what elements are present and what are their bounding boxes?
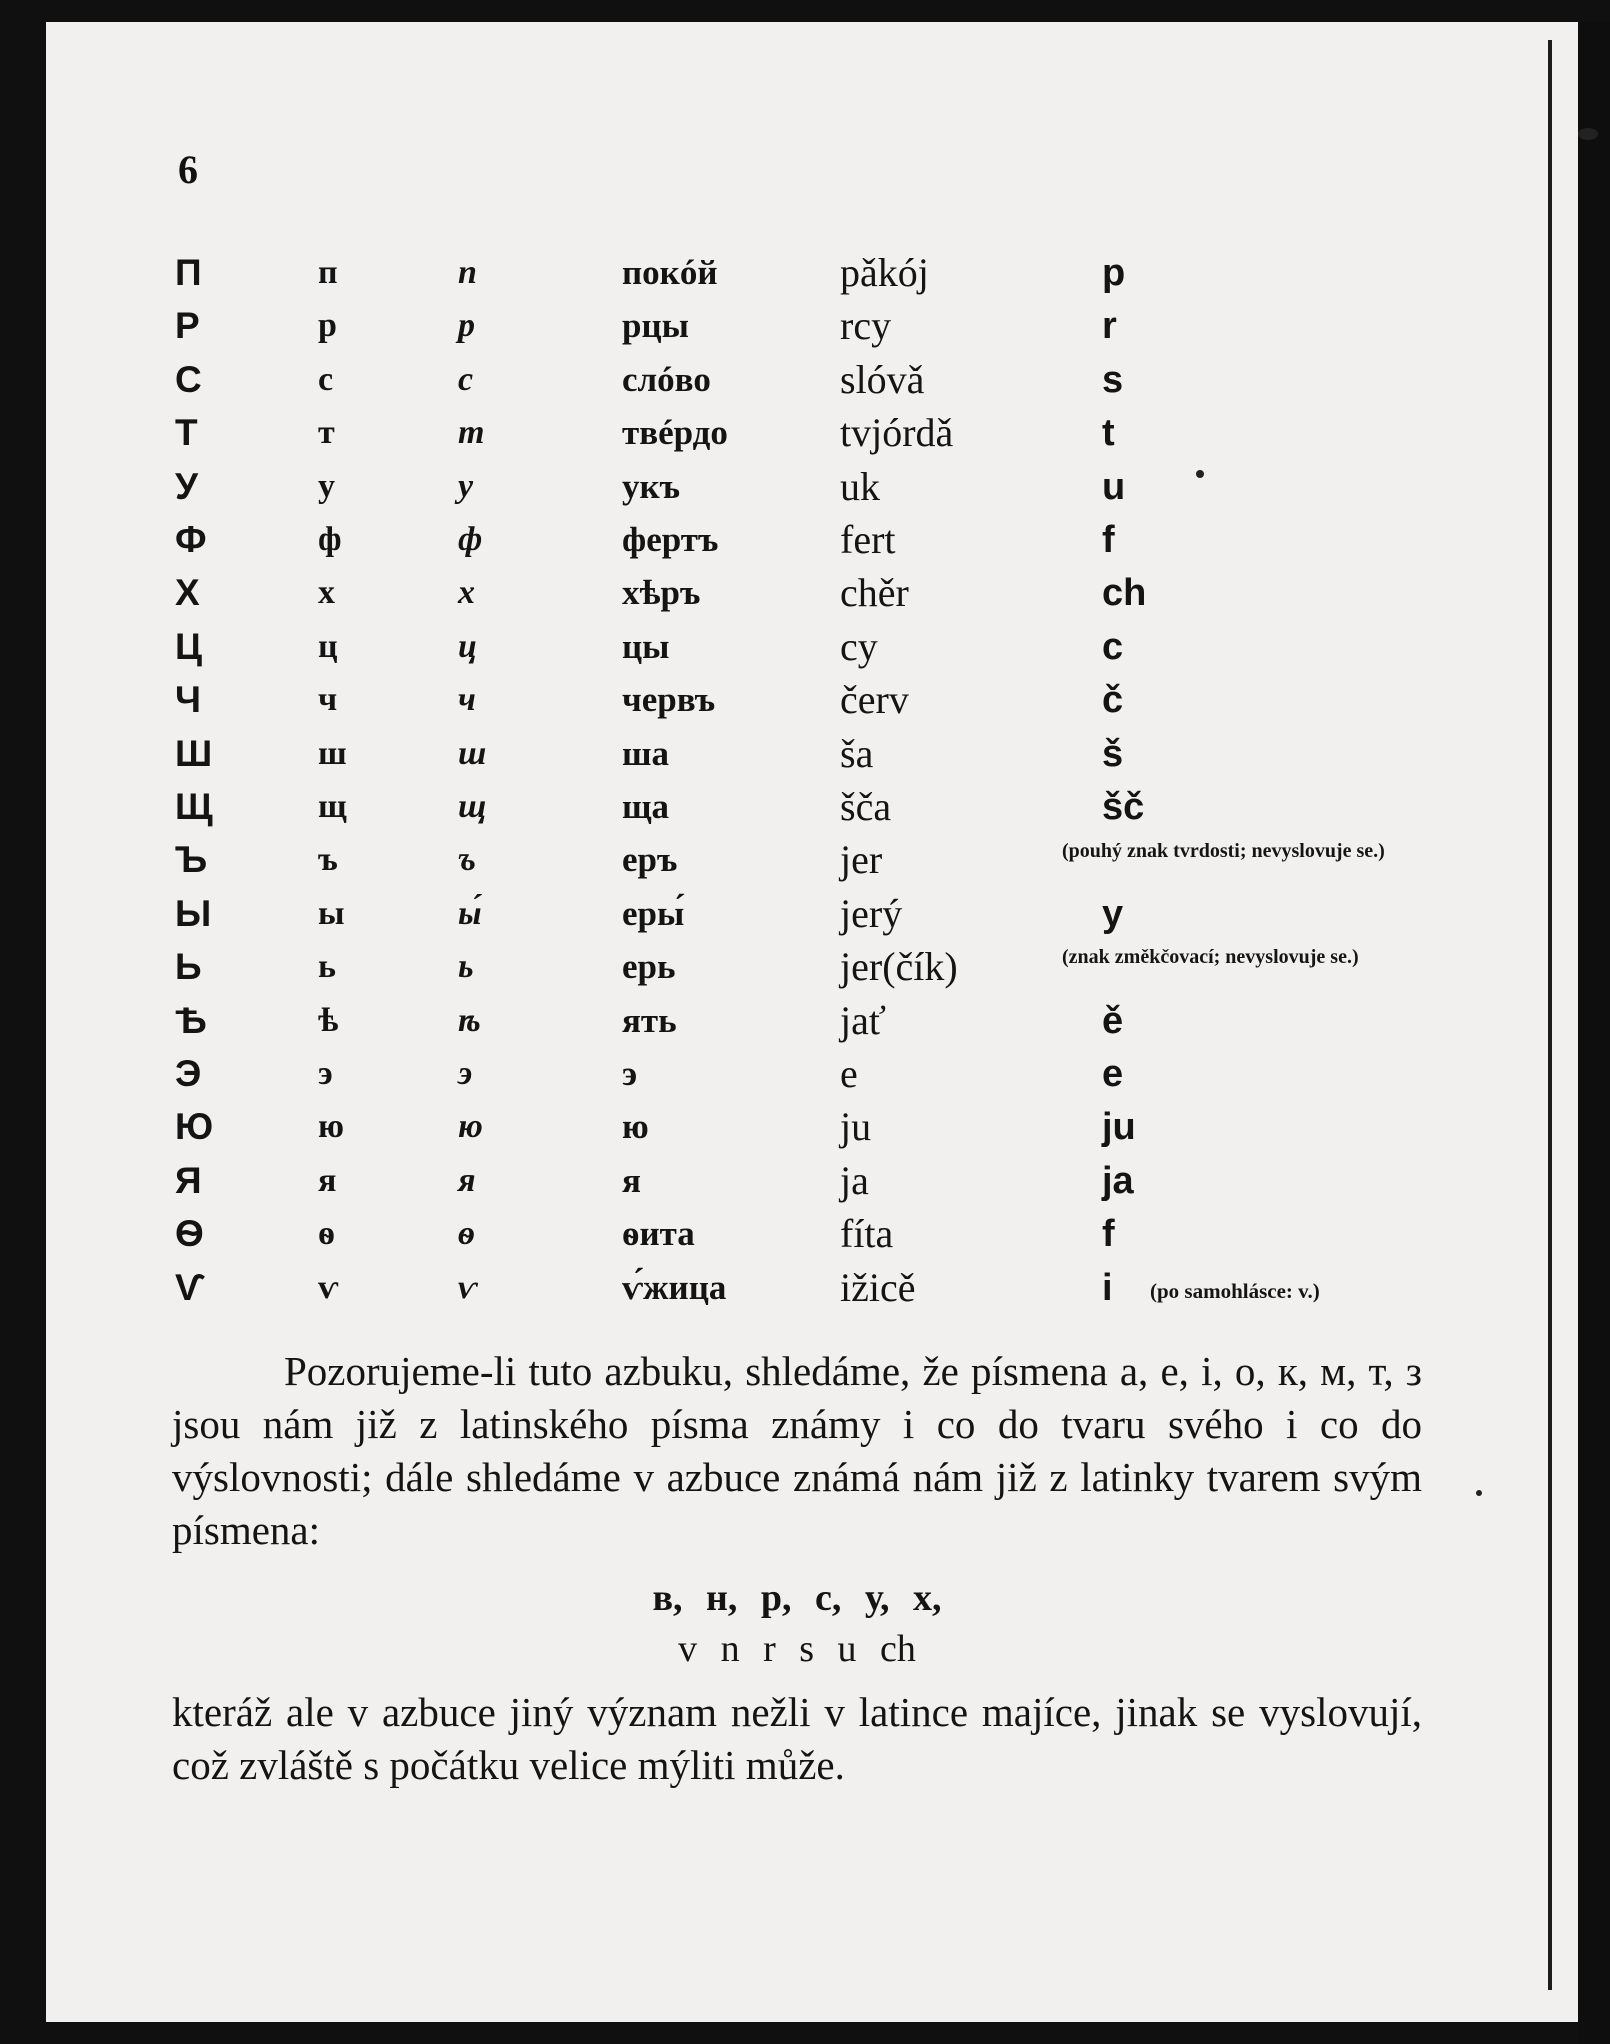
cyrillic-uppercase: Э bbox=[175, 1053, 202, 1094]
latin-equivalent: š bbox=[1102, 732, 1124, 775]
table-row bbox=[0, 1209, 1600, 1259]
transliteration: pǎkój bbox=[840, 250, 929, 295]
cyrillic-uppercase: С bbox=[175, 358, 202, 400]
cyrillic-italic: ш bbox=[458, 734, 487, 772]
transliteration: ša bbox=[840, 730, 874, 776]
transliteration: uk bbox=[840, 463, 880, 509]
cyrillic-uppercase: Ѳ bbox=[175, 1213, 204, 1255]
letter-name: еръ bbox=[622, 840, 678, 880]
latin-equivalent: c bbox=[1102, 625, 1124, 668]
letter-name: ерь bbox=[622, 947, 676, 987]
table-row bbox=[0, 1049, 1600, 1099]
cyrillic-lowercase: ы bbox=[318, 894, 345, 932]
transliteration: rcy bbox=[840, 303, 892, 349]
letter-name: слóво bbox=[622, 359, 711, 399]
cyrillic-italic: ы́ bbox=[458, 894, 482, 932]
cyrillic-lowercase: ь bbox=[318, 948, 336, 986]
transliteration: ižicě bbox=[840, 1264, 916, 1310]
letter-name: э bbox=[622, 1054, 638, 1093]
transliteration: tvjórdǎ bbox=[840, 410, 954, 456]
letter-name: покóй bbox=[622, 253, 718, 292]
cyrillic-lowercase: х bbox=[318, 574, 335, 612]
transliteration: červ bbox=[840, 677, 909, 723]
cyrillic-lowercase: я bbox=[318, 1161, 337, 1199]
table-row bbox=[0, 889, 1600, 939]
latin-equivalent: f bbox=[1102, 1213, 1115, 1256]
table-row bbox=[0, 782, 1600, 832]
cyrillic-uppercase: Х bbox=[175, 572, 200, 614]
scan-speck bbox=[1476, 1490, 1482, 1496]
transliteration: jať bbox=[840, 997, 886, 1043]
cyrillic-italic: р bbox=[458, 307, 475, 345]
cyrillic-lowercase: ф bbox=[318, 521, 342, 558]
transliteration: e bbox=[840, 1051, 858, 1096]
paragraph-warning: kteráž ale v azbuce jiný význam nežli v latince majíce, jinak se vyslovují, což zvláště s počátku velice mýliti může. bbox=[172, 1689, 1422, 1788]
cyrillic-italic: ъ bbox=[458, 841, 476, 879]
page-number: 6 bbox=[178, 147, 198, 192]
table-row bbox=[0, 462, 1600, 512]
cyrillic-italic: ч bbox=[458, 681, 476, 719]
cyrillic-lowercase: э bbox=[318, 1055, 333, 1092]
letter-name: ща bbox=[622, 787, 670, 826]
cyrillic-uppercase: Ц bbox=[175, 625, 203, 667]
cyrillic-italic: ѵ bbox=[458, 1268, 477, 1306]
cyrillic-uppercase: Ю bbox=[175, 1106, 214, 1148]
latin-equivalent: e bbox=[1102, 1053, 1124, 1095]
table-row bbox=[0, 1263, 1600, 1313]
table-row bbox=[0, 568, 1600, 618]
cyrillic-italic: ф bbox=[458, 521, 483, 558]
cyrillic-italic: ѣ bbox=[458, 1001, 481, 1039]
cyrillic-italic: ю bbox=[458, 1108, 483, 1146]
table-row bbox=[0, 675, 1600, 725]
cyrillic-lowercase: у bbox=[318, 467, 335, 505]
cyrillic-lowercase: с bbox=[318, 360, 334, 398]
cyrillic-lowercase: р bbox=[318, 307, 337, 345]
letter-name: я bbox=[622, 1160, 641, 1200]
cyrillic-letters-line: в, н, р, с, у, х, bbox=[652, 1577, 942, 1619]
table-row bbox=[0, 729, 1600, 779]
cyrillic-uppercase: П bbox=[175, 252, 202, 293]
cyrillic-uppercase: Ѵ bbox=[175, 1266, 206, 1308]
cyrillic-italic: т bbox=[458, 414, 485, 452]
letter-name: еры́ bbox=[622, 893, 685, 933]
transliteration: šča bbox=[840, 784, 892, 829]
table-row bbox=[0, 996, 1600, 1046]
cyrillic-italic: п bbox=[458, 254, 477, 291]
cyrillic-uppercase: Р bbox=[175, 305, 200, 347]
table-row bbox=[0, 622, 1600, 672]
latin-equivalent: ch bbox=[1102, 572, 1147, 615]
table-row bbox=[0, 1102, 1600, 1152]
cyrillic-italic: х bbox=[458, 574, 475, 612]
table-row bbox=[0, 1156, 1600, 1206]
cyrillic-italic: ѳ bbox=[458, 1215, 475, 1253]
note-hard-sign: (pouhý znak tvrdosti; nevyslovuje se.) bbox=[1062, 840, 1385, 862]
cyrillic-italic: с bbox=[458, 360, 474, 398]
cyrillic-lowercase: ѵ bbox=[318, 1268, 339, 1306]
letter-name: ѳита bbox=[622, 1214, 695, 1254]
letter-name: ѵ́жица bbox=[622, 1267, 727, 1307]
transliteration: ju bbox=[840, 1104, 872, 1150]
latin-equivalent: y bbox=[1102, 892, 1124, 935]
scan-speck bbox=[1578, 128, 1598, 140]
letter-name: червъ bbox=[622, 680, 716, 720]
transliteration: jer bbox=[840, 837, 883, 883]
cyrillic-italic: щ bbox=[458, 788, 487, 825]
table-row bbox=[0, 515, 1600, 565]
note-soft-sign: (znak změkčovací; nevyslovuje se.) bbox=[1062, 946, 1359, 968]
cyrillic-uppercase: Ѣ bbox=[175, 999, 208, 1041]
table-row bbox=[0, 355, 1600, 405]
letter-name: твéрдо bbox=[622, 413, 728, 453]
cyrillic-uppercase: Ь bbox=[175, 946, 202, 988]
letter-name: ю bbox=[622, 1107, 649, 1147]
cyrillic-lowercase: ч bbox=[318, 681, 338, 719]
latin-equivalent: ju bbox=[1102, 1106, 1136, 1149]
latin-equivalent: ja bbox=[1102, 1159, 1134, 1202]
table-row bbox=[0, 301, 1600, 351]
transliteration: cy bbox=[840, 623, 878, 669]
transliteration: jerý bbox=[840, 890, 903, 936]
cyrillic-uppercase: Щ bbox=[175, 786, 213, 827]
transliteration: chěr bbox=[840, 570, 909, 616]
cyrillic-italic: ц bbox=[458, 627, 477, 665]
latin-equivalent: šč bbox=[1102, 786, 1145, 828]
latin-equivalent: ě bbox=[1102, 999, 1124, 1042]
cyrillic-uppercase: Я bbox=[175, 1159, 202, 1201]
letter-name: рцы bbox=[622, 306, 689, 346]
cyrillic-italic: э bbox=[458, 1055, 473, 1092]
cyrillic-lowercase: ю bbox=[318, 1108, 344, 1146]
cyrillic-uppercase: У bbox=[175, 465, 199, 507]
letter-name: цы bbox=[622, 626, 670, 666]
scan-speck bbox=[1196, 470, 1204, 478]
cyrillic-uppercase: Ч bbox=[175, 679, 201, 721]
cyrillic-lowercase: т bbox=[318, 414, 335, 452]
cyrillic-italic: ь bbox=[458, 948, 474, 986]
latin-equivalent: r bbox=[1102, 305, 1117, 348]
transliteration: fíta bbox=[840, 1211, 894, 1257]
cyrillic-uppercase: Ш bbox=[175, 732, 213, 774]
latin-equivalent: u bbox=[1102, 465, 1126, 508]
cyrillic-italic: я bbox=[458, 1161, 476, 1199]
cyrillic-uppercase: Ы bbox=[175, 892, 212, 934]
cyrillic-lowercase: ъ bbox=[318, 841, 338, 879]
cyrillic-lowercase: ѣ bbox=[318, 1001, 339, 1039]
letter-name: хѣръ bbox=[622, 573, 701, 613]
letter-name: ша bbox=[622, 733, 670, 773]
latin-equivalent: f bbox=[1102, 519, 1115, 561]
transliteration: slóvǎ bbox=[840, 356, 925, 402]
cyrillic-italic: у bbox=[458, 467, 474, 505]
latin-letters-line: v n r s u ch bbox=[678, 1628, 916, 1670]
table-row bbox=[0, 248, 1600, 298]
paragraph-observation: Pozorujeme-li tuto azbuku, shledáme, že písmena а, е, і, о, к, м, т, з jsou nám již z latinského písma známy i co do tvaru svého i co do výslovnosti; dále shledáme v azbuce známá nám již z latinky tvarem svým písmena: bbox=[172, 1348, 1422, 1553]
cyrillic-uppercase: Т bbox=[175, 412, 198, 454]
cyrillic-lowercase: щ bbox=[318, 788, 347, 825]
latin-equivalent: s bbox=[1102, 358, 1124, 401]
letter-name: фертъ bbox=[622, 520, 719, 559]
latin-equivalent: i bbox=[1102, 1266, 1113, 1309]
cyrillic-uppercase: Ф bbox=[175, 519, 207, 560]
cyrillic-uppercase: Ъ bbox=[175, 839, 208, 881]
cyrillic-lowercase: ц bbox=[318, 627, 338, 665]
transliteration: fert bbox=[840, 517, 896, 562]
transliteration: ja bbox=[840, 1157, 869, 1203]
letter-name: ять bbox=[622, 1000, 677, 1040]
transliteration: jer(čík) bbox=[840, 944, 958, 990]
cyrillic-lowercase: п bbox=[318, 254, 338, 291]
latin-equivalent: t bbox=[1102, 412, 1115, 455]
note-izhitsa: (po samohlásce: v.) bbox=[1150, 1279, 1320, 1303]
latin-equivalent: č bbox=[1102, 679, 1124, 722]
table-row bbox=[0, 408, 1600, 458]
latin-equivalent: p bbox=[1102, 252, 1126, 294]
cyrillic-lowercase: ѳ bbox=[318, 1215, 335, 1253]
letter-name: укъ bbox=[622, 466, 681, 506]
cyrillic-lowercase: ш bbox=[318, 734, 347, 772]
